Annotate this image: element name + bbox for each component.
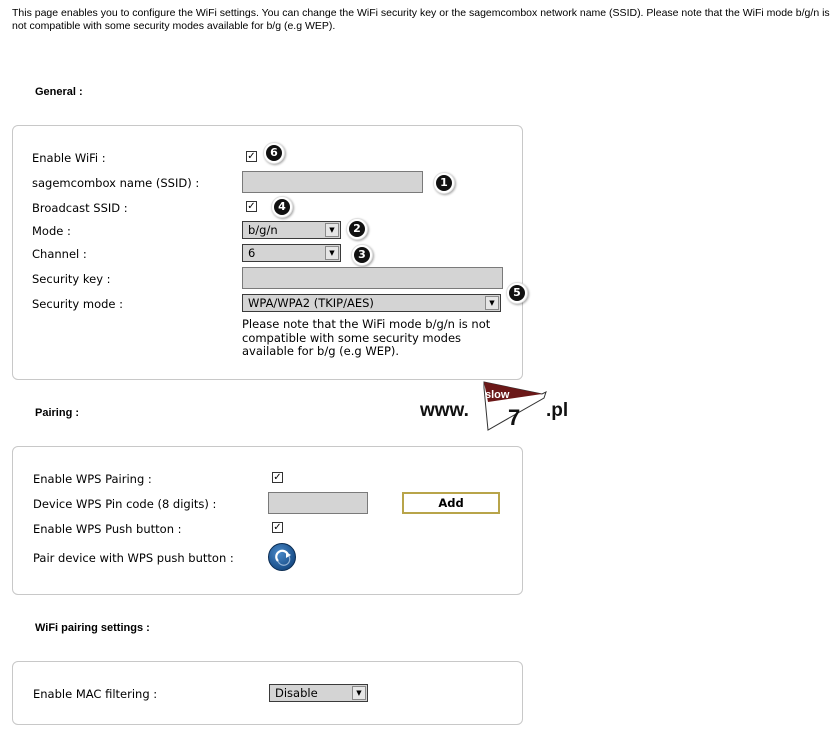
add-button[interactable]: Add — [402, 492, 500, 514]
wps-pairing-checkbox[interactable]: ✓ — [273, 472, 282, 483]
mode-label: Mode : — [32, 224, 71, 238]
mac-filtering-select[interactable] — [269, 684, 368, 702]
intro-text: This page enables you to configure the WiFi settings. You can change the WiFi security key or the sagemcombox network name (SSID). Please note that the WiFi mode b/g/n is not compatible with some security modes available for b/g (e.g WEP). — [12, 7, 830, 32]
ssid-input[interactable] — [242, 171, 423, 193]
pairing-panel — [12, 446, 523, 595]
chevron-down-icon: ▼ — [485, 296, 499, 310]
wifi-mode-note: Please note that the WiFi mode b/g/n is not compatible with some security modes available for b/g (e.g WEP). — [242, 317, 491, 358]
wps-pairing-label: Enable WPS Pairing : — [33, 472, 152, 486]
wifi-pairing-title: WiFi pairing settings : — [35, 622, 150, 634]
security-mode-select[interactable] — [242, 294, 501, 312]
channel-label: Channel : — [32, 247, 87, 261]
callout-3-badge: 3 — [351, 244, 373, 266]
wps-pin-input[interactable] — [268, 492, 368, 514]
mode-select[interactable] — [242, 221, 341, 239]
wps-push-label: Enable WPS Push button : — [33, 522, 182, 536]
general-title: General : — [35, 86, 83, 98]
callout-6-badge: 6 — [263, 142, 285, 164]
chevron-down-icon: ▼ — [325, 223, 339, 237]
ssid-label: sagemcombox name (SSID) : — [32, 176, 200, 190]
channel-select[interactable] — [242, 244, 341, 262]
chevron-down-icon: ▼ — [325, 246, 339, 260]
callout-4-badge: 4 — [271, 196, 293, 218]
watermark-suffix: .pl — [546, 400, 569, 421]
security-mode-label: Security mode : — [32, 297, 124, 311]
wps-push-button[interactable] — [268, 543, 296, 571]
chevron-down-icon: ▼ — [352, 686, 366, 700]
broadcast-ssid-checkbox[interactable]: ✓ — [247, 201, 256, 212]
pair-device-label: Pair device with WPS push button : — [33, 551, 234, 565]
watermark-prefix: www. — [420, 400, 469, 421]
wps-push-checkbox[interactable]: ✓ — [273, 522, 282, 533]
mac-filtering-value: Disable — [275, 686, 318, 700]
broadcast-ssid-label: Broadcast SSID : — [32, 201, 128, 215]
security-key-label: Security key : — [32, 272, 111, 286]
callout-1-badge: 1 — [433, 172, 455, 194]
watermark-digit: 7 — [508, 405, 521, 430]
mode-value: b/g/n — [248, 223, 278, 237]
wps-pin-label: Device WPS Pin code (8 digits) : — [33, 497, 217, 511]
channel-value: 6 — [248, 246, 256, 260]
enable-wifi-checkbox[interactable]: ✓ — [247, 151, 256, 162]
callout-5-badge: 5 — [506, 282, 528, 304]
wps-icon — [269, 544, 297, 572]
mac-filtering-label: Enable MAC filtering : — [33, 687, 158, 701]
security-key-input[interactable] — [242, 267, 503, 289]
enable-wifi-label: Enable WiFi : — [32, 151, 106, 165]
watermark-top: slow — [485, 389, 510, 401]
pairing-title: Pairing : — [35, 407, 80, 419]
callout-2-badge: 2 — [346, 218, 368, 240]
watermark-logo — [418, 378, 578, 434]
security-mode-value: WPA/WPA2 (TKIP/AES) — [248, 296, 374, 310]
